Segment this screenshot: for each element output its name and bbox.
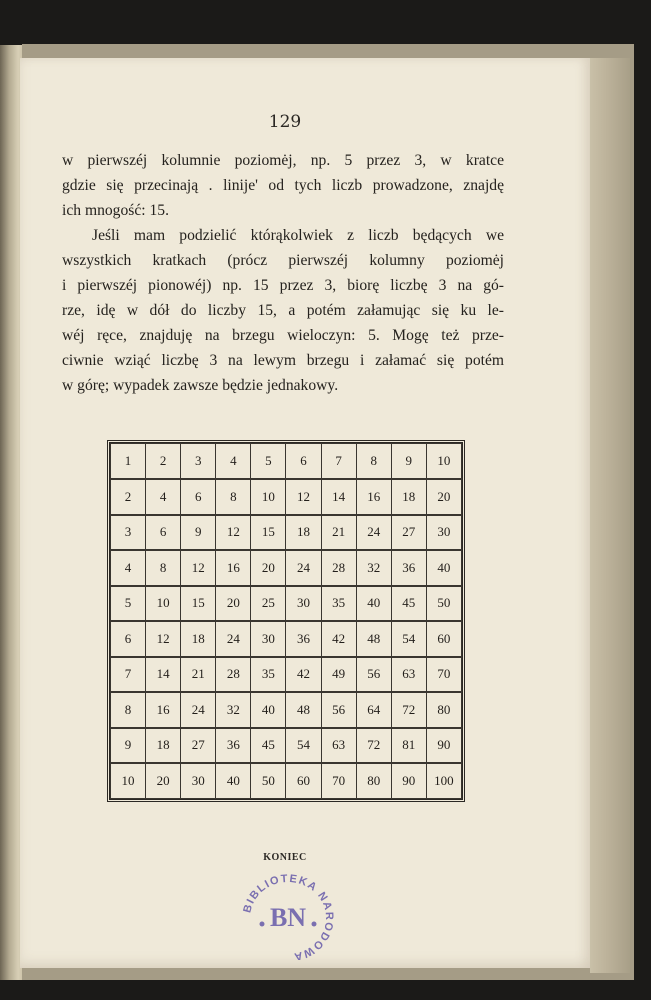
table-cell: 15 <box>181 586 216 622</box>
table-cell: 2 <box>146 444 181 480</box>
table-cell: 18 <box>181 621 216 657</box>
table-row <box>111 550 462 586</box>
multiplication-grid <box>110 443 462 799</box>
table-cell: 42 <box>321 621 356 657</box>
table-cell: 3 <box>111 515 146 551</box>
table-cell: 10 <box>426 444 461 480</box>
table-cell: 49 <box>321 657 356 693</box>
table-row <box>111 763 462 799</box>
table-cell: 90 <box>391 763 426 799</box>
table-cell: 30 <box>251 621 286 657</box>
table-row <box>111 586 462 622</box>
table-cell: 1 <box>111 444 146 480</box>
table-cell: 18 <box>286 515 321 551</box>
table-cell: 90 <box>426 728 461 764</box>
table-cell: 4 <box>146 479 181 515</box>
table-cell: 24 <box>356 515 391 551</box>
table-cell: 40 <box>251 692 286 728</box>
table-cell: 80 <box>356 763 391 799</box>
table-cell: 45 <box>391 586 426 622</box>
table-cell: 7 <box>111 657 146 693</box>
stamp-star-icon <box>260 922 265 927</box>
table-cell: 6 <box>111 621 146 657</box>
ending-label: KONIEC <box>263 852 307 863</box>
table-cell: 72 <box>391 692 426 728</box>
text-line: w górę; wypadek zawsze będzie jednakowy. <box>62 377 339 394</box>
table-cell: 24 <box>286 550 321 586</box>
table-cell: 21 <box>181 657 216 693</box>
stamp-star-icon <box>312 922 317 927</box>
stamp-center-text: BN <box>269 903 307 932</box>
table-cell: 15 <box>251 515 286 551</box>
table-cell: 63 <box>321 728 356 764</box>
text-line: ich mnogość: 15. <box>62 202 169 219</box>
table-cell: 14 <box>321 479 356 515</box>
table-cell: 80 <box>426 692 461 728</box>
multiplication-table <box>107 440 465 802</box>
table-cell: 48 <box>356 621 391 657</box>
table-cell: 25 <box>251 586 286 622</box>
table-row <box>111 621 462 657</box>
table-cell: 8 <box>216 479 251 515</box>
table-row <box>111 692 462 728</box>
table-cell: 50 <box>426 586 461 622</box>
table-cell: 9 <box>181 515 216 551</box>
table-cell: 27 <box>391 515 426 551</box>
table-cell: 16 <box>216 550 251 586</box>
table-cell: 60 <box>286 763 321 799</box>
table-cell: 81 <box>391 728 426 764</box>
text-line: w pierwszéj kolumnie poziomėj, np. 5 przez 3, w kratce <box>62 152 504 169</box>
table-cell: 45 <box>251 728 286 764</box>
table-row <box>111 479 462 515</box>
table-cell: 40 <box>426 550 461 586</box>
table-cell: 9 <box>391 444 426 480</box>
table-cell: 48 <box>286 692 321 728</box>
table-cell: 100 <box>426 763 461 799</box>
table-cell: 8 <box>111 692 146 728</box>
table-cell: 4 <box>111 550 146 586</box>
table-cell: 18 <box>146 728 181 764</box>
library-stamp <box>236 872 340 960</box>
table-cell: 2 <box>111 479 146 515</box>
table-cell: 24 <box>181 692 216 728</box>
table-cell: 9 <box>111 728 146 764</box>
table-cell: 28 <box>216 657 251 693</box>
table-cell: 8 <box>146 550 181 586</box>
table-cell: 20 <box>146 763 181 799</box>
table-cell: 60 <box>426 621 461 657</box>
table-cell: 10 <box>146 586 181 622</box>
table-cell: 20 <box>426 479 461 515</box>
table-row <box>111 657 462 693</box>
table-cell: 20 <box>251 550 286 586</box>
table-cell: 56 <box>356 657 391 693</box>
table-cell: 10 <box>111 763 146 799</box>
table-cell: 24 <box>216 621 251 657</box>
table-cell: 50 <box>251 763 286 799</box>
table-cell: 35 <box>251 657 286 693</box>
table-cell: 30 <box>286 586 321 622</box>
table-cell: 12 <box>146 621 181 657</box>
table-cell: 12 <box>181 550 216 586</box>
table-cell: 36 <box>286 621 321 657</box>
table-cell: 16 <box>356 479 391 515</box>
table-cell: 40 <box>356 586 391 622</box>
table-cell: 16 <box>146 692 181 728</box>
table-cell: 32 <box>216 692 251 728</box>
table-cell: 32 <box>356 550 391 586</box>
table-cell: 56 <box>321 692 356 728</box>
table-cell: 6 <box>146 515 181 551</box>
text-line: wszystkich kratkach (prócz pierwszéj kolumny poziomėj <box>62 252 504 269</box>
table-cell: 12 <box>216 515 251 551</box>
table-cell: 72 <box>356 728 391 764</box>
table-cell: 5 <box>111 586 146 622</box>
table-cell: 54 <box>391 621 426 657</box>
table-row <box>111 515 462 551</box>
text-line: Jeśli mam podzielić którąkolwiek z liczb będących we <box>92 227 504 244</box>
table-cell: 35 <box>321 586 356 622</box>
text-line: gdzie się przecinają . linije' od tych liczb prowadzone, znajdę <box>62 177 504 194</box>
table-cell: 40 <box>216 763 251 799</box>
table-cell: 36 <box>391 550 426 586</box>
table-cell: 10 <box>251 479 286 515</box>
table-cell: 27 <box>181 728 216 764</box>
table-cell: 28 <box>321 550 356 586</box>
text-line: rze, idę w dół do liczby 15, a potém załamując się ku le- <box>62 302 504 319</box>
table-cell: 70 <box>321 763 356 799</box>
table-cell: 42 <box>286 657 321 693</box>
table-cell: 63 <box>391 657 426 693</box>
table-cell: 8 <box>356 444 391 480</box>
stamp-outer-text: BIBLIOTEKA NARODOWA <box>241 872 336 960</box>
table-cell: 64 <box>356 692 391 728</box>
body-text <box>62 148 504 398</box>
table-cell: 70 <box>426 657 461 693</box>
text-line: wéj ręce, znajduję na brzegu wieloczyn: 5. Mogę też prze- <box>62 327 504 344</box>
table-cell: 6 <box>286 444 321 480</box>
page-number: 129 <box>268 112 302 132</box>
table-cell: 18 <box>391 479 426 515</box>
table-cell: 4 <box>216 444 251 480</box>
text-line: ciwnie wziąć liczbę 3 na lewym brzegu i załamać się potém <box>62 352 504 369</box>
table-row <box>111 728 462 764</box>
table-cell: 12 <box>286 479 321 515</box>
table-cell: 21 <box>321 515 356 551</box>
table-row <box>111 444 462 480</box>
table-cell: 5 <box>251 444 286 480</box>
table-cell: 20 <box>216 586 251 622</box>
table-cell: 54 <box>286 728 321 764</box>
table-cell: 36 <box>216 728 251 764</box>
table-cell: 3 <box>181 444 216 480</box>
table-cell: 30 <box>181 763 216 799</box>
table-cell: 6 <box>181 479 216 515</box>
page-stack-edge <box>590 58 630 973</box>
table-cell: 14 <box>146 657 181 693</box>
table-cell: 7 <box>321 444 356 480</box>
text-line: i pierwszéj pionowéj) np. 15 przez 3, biorę liczbę 3 na gó- <box>62 277 504 294</box>
table-cell: 30 <box>426 515 461 551</box>
